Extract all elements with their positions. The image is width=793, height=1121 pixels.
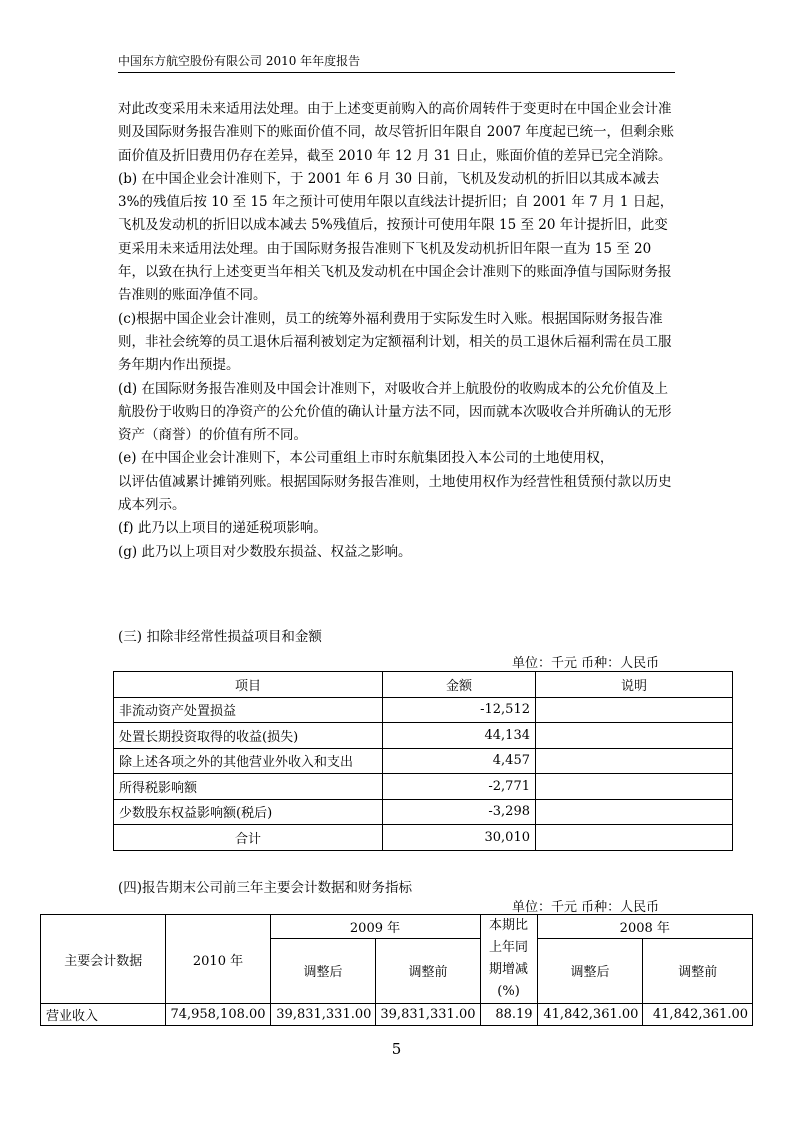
section4-title: (四)报告期末公司前三年主要会计数据和财务指标 xyxy=(118,880,413,896)
col-header-2010: 2010 年 xyxy=(166,915,270,1004)
total-note xyxy=(536,825,733,851)
row-2008-before: 41,842,361.00 xyxy=(643,1004,753,1026)
paragraph-f: (f) 此乃以上项目的递延税项影响。 xyxy=(118,520,327,537)
paragraph-d: (d) 在国际财务报告准则及中国会计准则下，对吸收合并上航股份的收购成本的公允价值及上航股份于收购日的净资产的公允价值的确认计量方法不同，因而就本次吸收合并所确认的无形资产（商誉）的价值有所不同。 xyxy=(118,380,672,444)
table-row xyxy=(114,774,733,800)
yoy-line-1: 本期比 xyxy=(489,918,529,933)
table-row xyxy=(114,723,733,749)
table-header-row xyxy=(114,672,733,698)
yoy-line-2: 上年同 xyxy=(489,940,529,955)
row-item: 少数股东权益影响额(税后) xyxy=(114,799,383,825)
paragraph-e-2: 以评估值减累计摊销列账。根据国际财务报告准则，土地使用权作为经营性租赁预付款以历史成本列示。 xyxy=(118,473,672,514)
body-text xyxy=(118,98,678,564)
row-label: 营业收入 xyxy=(41,1004,166,1026)
row-note xyxy=(536,748,733,774)
row-amount: -12,512 xyxy=(383,697,536,723)
table-row xyxy=(114,748,733,774)
total-row xyxy=(114,825,733,851)
paragraph-c: (c)根据中国企业会计准则，员工的统筹外福利费用于实际发生时入账。根据国际财务报告准则，非社会统筹的员工退休后福利被划定为定额福利计划，相关的员工退休后福利需在员工服务年期内作出预提。 xyxy=(118,310,672,374)
paragraph-e-1: (e) 在中国企业会计准则下，本公司重组上市时东航集团投入本公司的土地使用权， xyxy=(118,450,614,467)
col-header-2009-after: 调整后 xyxy=(270,938,376,1003)
paragraph-b: (b) 在中国企业会计准则下，于 2001 年 6 月 30 日前，飞机及发动机的折旧以其成本减去 3%的残值后按 10 至 15 年之预计可使用年限以直线法计提折旧；自 2001 年 7 月 1 日起，飞机及发动机的折旧以成本减去 5%残值后，按预计可使用年限 15 至 20 年计提折旧，此变更采用未来适用法处理。由于国际财务报告准则下飞机及发动机折旧年限一直为 15 至 20 年，以致在执行上述变更当年相关飞机及发动机在中国企会计准则下的账面净值与国际财务报告准则的账面净值不同。 xyxy=(118,170,674,304)
col-header-main: 主要会计数据 xyxy=(41,915,166,1004)
total-amount: 30,010 xyxy=(383,825,536,851)
paragraph-a-continued: 对此改变采用未来适用法处理。由于上述变更前购入的高价周转件于变更时在中国企业会计准则及国际财务报告准则下的账面价值不同，故尽管折旧年限自 2007 年度起已统一，但剩余账面价值及折旧费用仍存在差异，截至 2010 年 12 月 31 日止，账面价值的差异已完全消除。 xyxy=(118,101,674,164)
row-2009-before: 39,831,331.00 xyxy=(376,1004,480,1026)
row-amount: 4,457 xyxy=(383,748,536,774)
section3-unit: 单位：千元 币种：人民币 xyxy=(512,656,660,671)
row-amount: -2,771 xyxy=(383,774,536,800)
row-note xyxy=(536,799,733,825)
row-2010: 74,958,108.00 xyxy=(166,1004,270,1026)
col-header-2008-after: 调整后 xyxy=(537,938,643,1003)
col-header-item: 项目 xyxy=(114,672,383,698)
col-header-2008: 2008 年 xyxy=(537,915,752,939)
row-amount: -3,298 xyxy=(383,799,536,825)
page-number: 5 xyxy=(391,1040,402,1058)
section4-unit: 单位：千元 币种：人民币 xyxy=(512,900,660,915)
col-header-2008-before: 调整前 xyxy=(643,938,753,1003)
table-row xyxy=(114,697,733,723)
col-header-note: 说明 xyxy=(536,672,733,698)
yoy-line-4: (%) xyxy=(497,984,520,999)
row-item: 所得税影响额 xyxy=(114,774,383,800)
col-header-2009: 2009 年 xyxy=(270,915,480,939)
row-note xyxy=(536,697,733,723)
row-item: 除上述各项之外的其他营业外收入和支出 xyxy=(114,748,383,774)
row-item: 处置长期投资取得的收益(损失) xyxy=(114,723,383,749)
yoy-line-3: 期增减 xyxy=(489,962,529,977)
header-rule xyxy=(118,72,675,73)
table-header-row xyxy=(41,915,753,939)
total-label: 合计 xyxy=(114,825,383,851)
nonrecurring-items-table xyxy=(113,671,733,851)
page-header: 中国东方航空股份有限公司 2010 年年度报告 xyxy=(118,54,361,68)
row-item: 非流动资产处置损益 xyxy=(114,697,383,723)
row-yoy: 88.19 xyxy=(480,1004,537,1026)
row-amount: 44,134 xyxy=(383,723,536,749)
row-2009-after: 39,831,331.00 xyxy=(270,1004,376,1026)
col-header-amount: 金额 xyxy=(383,672,536,698)
key-financial-data-table xyxy=(40,914,753,1026)
col-header-yoy xyxy=(480,915,537,1004)
paragraph-g: (g) 此乃以上项目对少数股东损益、权益之影响。 xyxy=(118,543,412,560)
section3-title: (三) 扣除非经常性损益项目和金额 xyxy=(118,629,322,645)
row-note xyxy=(536,774,733,800)
table-row xyxy=(114,799,733,825)
row-note xyxy=(536,723,733,749)
table-row xyxy=(41,1004,753,1026)
row-2008-after: 41,842,361.00 xyxy=(537,1004,643,1026)
col-header-2009-before: 调整前 xyxy=(376,938,480,1003)
